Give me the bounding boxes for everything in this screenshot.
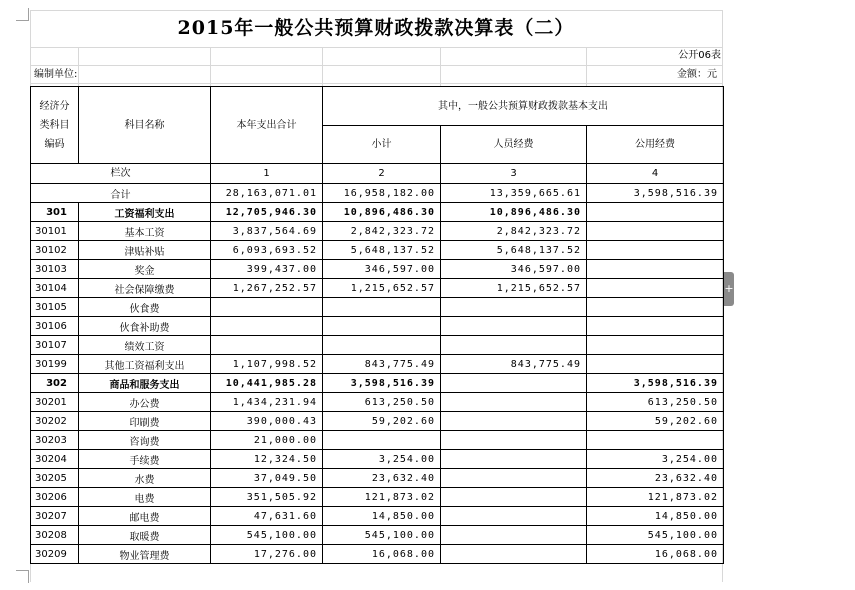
row-subtotal: 843,775.49 <box>323 355 441 374</box>
row-subtotal: 3,254.00 <box>323 450 441 469</box>
table-row <box>31 488 724 507</box>
row-subtotal <box>323 431 441 450</box>
table-row <box>31 279 724 298</box>
table-row <box>31 336 724 355</box>
header-public: 公用经费 <box>587 126 724 164</box>
row-name: 水费 <box>79 469 211 488</box>
row-personnel <box>441 431 587 450</box>
row-total: 6,093,693.52 <box>211 241 323 260</box>
row-personnel: 5,648,137.52 <box>441 241 587 260</box>
table-row <box>31 412 724 431</box>
row-code: 30103 <box>31 260 79 279</box>
row-personnel: 346,597.00 <box>441 260 587 279</box>
column-index-1: 1 <box>211 164 323 184</box>
row-code: 30203 <box>31 431 79 450</box>
table-row <box>31 203 724 222</box>
row-personnel: 1,215,652.57 <box>441 279 587 298</box>
row-personnel: 843,775.49 <box>441 355 587 374</box>
row-name: 其他工资福利支出 <box>79 355 211 374</box>
row-public: 121,873.02 <box>587 488 724 507</box>
row-total: 10,441,985.28 <box>211 374 323 393</box>
row-subtotal: 16,068.00 <box>323 545 441 564</box>
row-code: 30204 <box>31 450 79 469</box>
row-code: 30206 <box>31 488 79 507</box>
table-row <box>31 469 724 488</box>
row-code: 30209 <box>31 545 79 564</box>
column-index-label: 栏次 <box>31 164 211 184</box>
row-personnel <box>441 526 587 545</box>
column-index-4: 4 <box>587 164 724 184</box>
table-row <box>31 393 724 412</box>
row-code: 302 <box>31 374 79 393</box>
row-code: 30105 <box>31 298 79 317</box>
column-index-3: 3 <box>441 164 587 184</box>
row-subtotal: 1,215,652.57 <box>323 279 441 298</box>
row-code: 30106 <box>31 317 79 336</box>
row-total: 47,631.60 <box>211 507 323 526</box>
unit-label: 编制单位: <box>34 69 78 80</box>
form-number: 公开06表 <box>678 50 721 61</box>
row-name: 基本工资 <box>79 222 211 241</box>
row-total <box>211 336 323 355</box>
row-personnel <box>441 374 587 393</box>
expand-side-tab[interactable]: + <box>724 272 734 306</box>
table-row <box>31 298 724 317</box>
row-total: 399,437.00 <box>211 260 323 279</box>
total-personnel: 13,359,665.61 <box>441 184 587 203</box>
row-total: 21,000.00 <box>211 431 323 450</box>
row-total: 12,705,946.30 <box>211 203 323 222</box>
column-index-2: 2 <box>323 164 441 184</box>
row-public: 16,068.00 <box>587 545 724 564</box>
header-basic-group: 其中，一般公共预算财政拨款基本支出 <box>323 87 724 126</box>
row-name: 取暖费 <box>79 526 211 545</box>
table-row <box>31 431 724 450</box>
row-total: 545,100.00 <box>211 526 323 545</box>
row-code: 30201 <box>31 393 79 412</box>
row-personnel: 10,896,486.30 <box>441 203 587 222</box>
row-personnel <box>441 545 587 564</box>
row-name: 奖金 <box>79 260 211 279</box>
row-public <box>587 431 724 450</box>
row-name: 物业管理费 <box>79 545 211 564</box>
row-public: 545,100.00 <box>587 526 724 545</box>
row-subtotal <box>323 298 441 317</box>
page-title: 2015年一般公共预算财政拨款决算表（二） <box>177 17 575 39</box>
table-row <box>31 317 724 336</box>
row-code: 30199 <box>31 355 79 374</box>
row-code: 30101 <box>31 222 79 241</box>
row-personnel <box>441 507 587 526</box>
row-name: 伙食费 <box>79 298 211 317</box>
header-subtotal: 小计 <box>323 126 441 164</box>
row-name: 邮电费 <box>79 507 211 526</box>
table-row <box>31 260 724 279</box>
row-total: 390,000.43 <box>211 412 323 431</box>
row-code: 30208 <box>31 526 79 545</box>
table-row <box>31 545 724 564</box>
table-row <box>31 355 724 374</box>
total-label: 合计 <box>31 184 211 203</box>
row-public: 3,254.00 <box>587 450 724 469</box>
row-total: 351,505.92 <box>211 488 323 507</box>
row-personnel: 2,842,323.72 <box>441 222 587 241</box>
row-subtotal: 545,100.00 <box>323 526 441 545</box>
header-personnel: 人员经费 <box>441 126 587 164</box>
row-code: 30207 <box>31 507 79 526</box>
row-personnel <box>441 469 587 488</box>
row-total <box>211 317 323 336</box>
row-total: 3,837,564.69 <box>211 222 323 241</box>
row-public: 23,632.40 <box>587 469 724 488</box>
row-name: 电费 <box>79 488 211 507</box>
row-name: 手续费 <box>79 450 211 469</box>
row-subtotal: 14,850.00 <box>323 507 441 526</box>
row-personnel <box>441 317 587 336</box>
total-row <box>31 184 724 203</box>
row-public <box>587 260 724 279</box>
row-code: 301 <box>31 203 79 222</box>
total-subtotal: 16,958,182.00 <box>323 184 441 203</box>
row-subtotal: 5,648,137.52 <box>323 241 441 260</box>
row-code: 30107 <box>31 336 79 355</box>
total-public: 3,598,516.39 <box>587 184 724 203</box>
row-public <box>587 222 724 241</box>
row-subtotal <box>323 317 441 336</box>
row-public <box>587 298 724 317</box>
row-code: 30102 <box>31 241 79 260</box>
row-public <box>587 241 724 260</box>
table-row <box>31 450 724 469</box>
row-public <box>587 355 724 374</box>
row-total: 1,267,252.57 <box>211 279 323 298</box>
total-total: 28,163,071.01 <box>211 184 323 203</box>
row-code: 30202 <box>31 412 79 431</box>
header-name: 科目名称 <box>79 87 211 164</box>
row-public: 3,598,516.39 <box>587 374 724 393</box>
budget-table <box>30 86 724 564</box>
row-public: 14,850.00 <box>587 507 724 526</box>
row-total: 37,049.50 <box>211 469 323 488</box>
row-name: 印刷费 <box>79 412 211 431</box>
row-public <box>587 317 724 336</box>
row-subtotal: 121,873.02 <box>323 488 441 507</box>
row-name: 社会保障缴费 <box>79 279 211 298</box>
row-total <box>211 298 323 317</box>
row-name: 津贴补贴 <box>79 241 211 260</box>
row-total: 1,434,231.94 <box>211 393 323 412</box>
row-subtotal: 59,202.60 <box>323 412 441 431</box>
row-subtotal <box>323 336 441 355</box>
table-row <box>31 222 724 241</box>
row-personnel <box>441 450 587 469</box>
row-subtotal: 3,598,516.39 <box>323 374 441 393</box>
header-code: 经济分类科目编码 <box>31 87 79 164</box>
row-public <box>587 203 724 222</box>
table-row <box>31 526 724 545</box>
row-personnel <box>441 412 587 431</box>
row-total: 12,324.50 <box>211 450 323 469</box>
row-subtotal: 346,597.00 <box>323 260 441 279</box>
row-name: 咨询费 <box>79 431 211 450</box>
row-subtotal: 10,896,486.30 <box>323 203 441 222</box>
row-code: 30104 <box>31 279 79 298</box>
row-personnel <box>441 298 587 317</box>
row-public: 59,202.60 <box>587 412 724 431</box>
row-subtotal: 23,632.40 <box>323 469 441 488</box>
row-code: 30205 <box>31 469 79 488</box>
row-public <box>587 336 724 355</box>
row-name: 绩效工资 <box>79 336 211 355</box>
table-row <box>31 241 724 260</box>
row-subtotal: 2,842,323.72 <box>323 222 441 241</box>
row-total: 17,276.00 <box>211 545 323 564</box>
row-name: 伙食补助费 <box>79 317 211 336</box>
table-row <box>31 374 724 393</box>
row-name: 办公费 <box>79 393 211 412</box>
row-public <box>587 279 724 298</box>
amount-unit: 金额：元 <box>677 69 717 80</box>
row-total: 1,107,998.52 <box>211 355 323 374</box>
row-personnel <box>441 393 587 412</box>
row-name: 商品和服务支出 <box>79 374 211 393</box>
row-personnel <box>441 336 587 355</box>
row-name: 工资福利支出 <box>79 203 211 222</box>
table-row <box>31 507 724 526</box>
row-public: 613,250.50 <box>587 393 724 412</box>
header-total: 本年支出合计 <box>211 87 323 164</box>
row-subtotal: 613,250.50 <box>323 393 441 412</box>
row-personnel <box>441 488 587 507</box>
